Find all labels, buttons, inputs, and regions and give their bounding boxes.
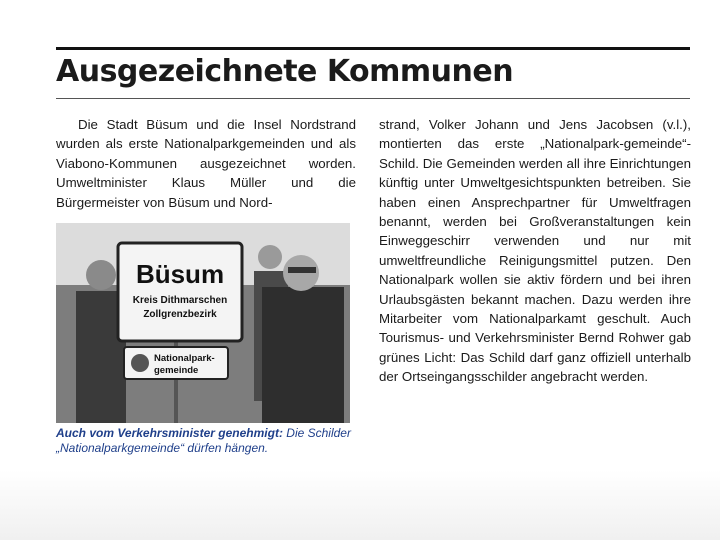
person-middle-head — [258, 245, 282, 269]
bottom-band — [0, 470, 720, 540]
park-sign-line1: Nationalpark- — [154, 353, 215, 364]
left-column-text: Die Stadt Büsum und die Insel Nordstrand wurden als erste Nationalparkgemeinden und als Viabono-Kommunen ausgezeichnet worden. Umweltminister Klaus Müller und die Bürgermeister von Büsum und Nord- — [56, 117, 356, 210]
top-rule — [56, 47, 690, 50]
town-sign-name: Büsum — [135, 259, 225, 289]
person-right — [262, 287, 344, 423]
right-column — [379, 115, 691, 387]
caption-text: Die Schilder „Nationalparkgemeinde“ dürfen hängen. — [56, 426, 351, 455]
photo-illustration — [56, 223, 350, 423]
town-sign — [118, 243, 242, 341]
right-column-text: strand, Volker Johann und Jens Jacobsen (v.l.), montierten das erste „Nationalpark-gemeinde“-Schild. Die Gemeinden werden all ihre Einrichtungen künftig unter Umweltgesichtspunkten betreiben. Sie haben einen Ansprechpartner für Umweltfragen benannt, werden bei Großveranstaltungen kein Einweggeschirr verwenden und nur mit umweltfreundliche Reinigungsmittel putzen. Den Nationalpark wollen sie aktiv fördern und bei ihren Urlaubsgästen bekannt machen. Dazu werden ihre Mitarbeiter vom Nationalparkamt geschult. Auch Tourismus- und Verkehrsminister Bernd Rohwer gab grünes Licht: Das Schild darf ganz offiziell unterhalb der Ortseingangsschilder angebracht werden. — [379, 117, 691, 385]
town-sign-line2: Zollgrenzbezirk — [143, 309, 217, 320]
park-sign-line2: gemeinde — [154, 365, 199, 376]
person-right-glasses — [288, 267, 316, 273]
headline-rule — [56, 98, 690, 99]
town-sign-line1: Kreis Dithmarschen — [132, 295, 228, 306]
photo-caption — [56, 426, 356, 456]
caption-bold: Auch vom Verkehrsminister genehmigt: — [56, 426, 283, 440]
article-photo — [56, 223, 350, 423]
article-headline: Ausgezeichnete Kommunen — [56, 54, 514, 89]
park-sign-emblem-icon — [131, 354, 149, 372]
person-left-head — [86, 260, 116, 290]
left-column — [56, 115, 356, 212]
